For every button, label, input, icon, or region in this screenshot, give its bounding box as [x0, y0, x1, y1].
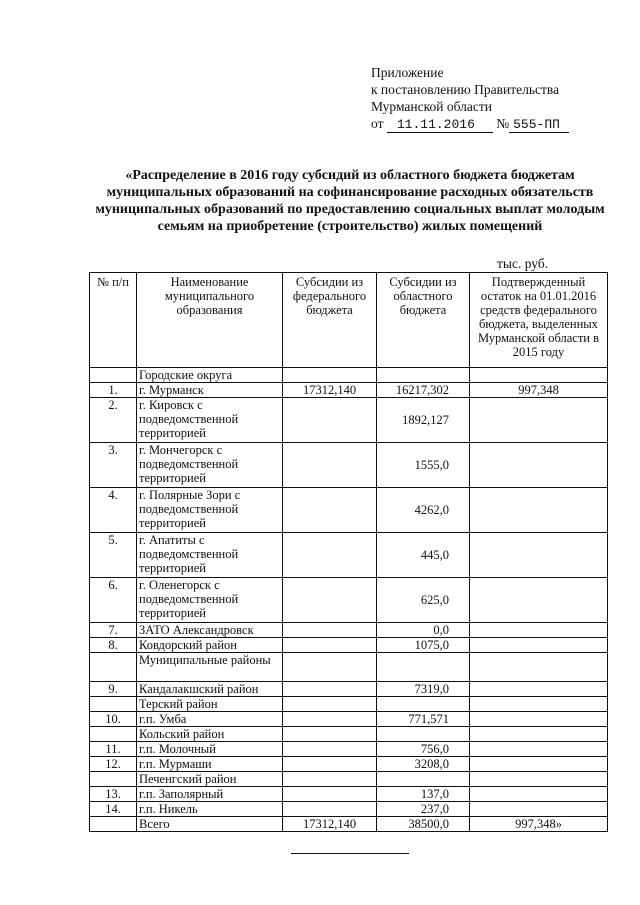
number-label: №	[496, 116, 510, 131]
cell-num: 12.	[90, 757, 137, 772]
table-row	[90, 742, 608, 757]
cell-regional: 237,0	[377, 802, 470, 817]
header-regional: Субсидии из областного бюджета	[377, 273, 470, 368]
cell-name: Городские округа	[137, 368, 283, 383]
cell-name: г. Оленегорск с подведомственной территорией	[137, 578, 283, 623]
cell-num: 3.	[90, 443, 137, 488]
cell-num: 11.	[90, 742, 137, 757]
table-row	[90, 443, 608, 488]
cell-federal	[283, 772, 377, 787]
cell-remainder	[470, 727, 608, 742]
from-label: от	[371, 116, 384, 131]
cell-name: г.п. Мурмаши	[137, 757, 283, 772]
cell-federal	[283, 623, 377, 638]
table-row	[90, 383, 608, 398]
decree-date: 11.11.2016	[387, 118, 493, 133]
appendix-block	[371, 64, 621, 133]
table-row	[90, 578, 608, 623]
table-row	[90, 787, 608, 802]
cell-remainder	[470, 653, 608, 682]
cell-regional	[377, 368, 470, 383]
table-row	[90, 697, 608, 712]
cell-regional: 38500,0	[377, 817, 470, 832]
table-row	[90, 623, 608, 638]
table-row	[90, 817, 608, 832]
cell-remainder	[470, 757, 608, 772]
header-num: № п/п	[90, 273, 137, 368]
subsidy-table	[89, 272, 608, 832]
cell-name: г.п. Умба	[137, 712, 283, 727]
header-federal: Субсидии из федерального бюджета	[283, 273, 377, 368]
cell-num: 4.	[90, 488, 137, 533]
cell-remainder	[470, 712, 608, 727]
cell-remainder	[470, 772, 608, 787]
cell-name: г.п. Никель	[137, 802, 283, 817]
header-name: Наименование муниципального образования	[137, 273, 283, 368]
cell-name: г. Мончегорск с подведомственной территорией	[137, 443, 283, 488]
cell-remainder	[470, 682, 608, 697]
cell-federal	[283, 802, 377, 817]
table-row	[90, 757, 608, 772]
cell-regional: 1555,0	[377, 443, 470, 488]
cell-num: 8.	[90, 638, 137, 653]
cell-remainder: 997,348»	[470, 817, 608, 832]
cell-regional: 7319,0	[377, 682, 470, 697]
table-row	[90, 682, 608, 697]
table-row	[90, 368, 608, 383]
header-remainder: Подтвержденный остаток на 01.01.2016 средств федерального бюджета, выделенных Мурманской области в 2015 году	[470, 273, 608, 368]
cell-regional: 4262,0	[377, 488, 470, 533]
cell-num: 6.	[90, 578, 137, 623]
cell-name: г.п. Молочный	[137, 742, 283, 757]
cell-federal: 17312,140	[283, 817, 377, 832]
cell-name: Ковдорский район	[137, 638, 283, 653]
table-row	[90, 727, 608, 742]
cell-federal: 17312,140	[283, 383, 377, 398]
cell-federal	[283, 533, 377, 578]
cell-remainder	[470, 742, 608, 757]
cell-remainder	[470, 638, 608, 653]
cell-name: г. Полярные Зори с подведомственной территорией	[137, 488, 283, 533]
cell-federal	[283, 653, 377, 682]
cell-name: г. Кировск с подведомственной территорией	[137, 398, 283, 443]
cell-regional: 445,0	[377, 533, 470, 578]
cell-remainder	[470, 697, 608, 712]
cell-regional: 625,0	[377, 578, 470, 623]
cell-remainder: 997,348	[470, 383, 608, 398]
cell-num	[90, 653, 137, 682]
cell-federal	[283, 682, 377, 697]
table-row	[90, 398, 608, 443]
cell-num	[90, 772, 137, 787]
cell-name: Кольский район	[137, 727, 283, 742]
cell-regional: 1075,0	[377, 638, 470, 653]
cell-name: Всего	[137, 817, 283, 832]
cell-name: ЗАТО Александровск	[137, 623, 283, 638]
cell-remainder	[470, 623, 608, 638]
cell-federal	[283, 368, 377, 383]
cell-federal	[283, 727, 377, 742]
table-row	[90, 712, 608, 727]
cell-regional: 0,0	[377, 623, 470, 638]
unit-label: тыс. руб.	[497, 256, 549, 271]
cell-name: Кандалакшский район	[137, 682, 283, 697]
cell-regional: 771,571	[377, 712, 470, 727]
cell-name: г.п. Заполярный	[137, 787, 283, 802]
cell-num	[90, 727, 137, 742]
appendix-line-2: к постановлению Правительства	[371, 82, 560, 97]
cell-federal	[283, 578, 377, 623]
cell-num	[90, 697, 137, 712]
cell-federal	[283, 443, 377, 488]
cell-name: г. Апатиты с подведомственной территорией	[137, 533, 283, 578]
appendix-line-3: Мурманской области	[371, 99, 492, 114]
table-row	[90, 533, 608, 578]
cell-num: 14.	[90, 802, 137, 817]
table-row	[90, 802, 608, 817]
cell-regional: 16217,302	[377, 383, 470, 398]
cell-num: 10.	[90, 712, 137, 727]
cell-name: г. Мурманск	[137, 383, 283, 398]
cell-num: 13.	[90, 787, 137, 802]
table-row	[90, 772, 608, 787]
cell-federal	[283, 742, 377, 757]
cell-federal	[283, 712, 377, 727]
document-title: «Распределение в 2016 году субсидий из областного бюджета бюджетам муниципальных образований на софинансирование расходных обязательств муниципальных образований по предоставлению социальных выплат молодым семьям на приобретение (строительство) жилых помещений	[95, 168, 605, 234]
cell-remainder	[470, 398, 608, 443]
cell-regional: 1892,127	[377, 398, 470, 443]
cell-federal	[283, 787, 377, 802]
table-row	[90, 638, 608, 653]
table-row	[90, 653, 608, 682]
cell-federal	[283, 757, 377, 772]
cell-regional	[377, 697, 470, 712]
cell-regional	[377, 772, 470, 787]
cell-federal	[283, 638, 377, 653]
cell-num: 2.	[90, 398, 137, 443]
appendix-date-line	[371, 115, 621, 133]
decree-number: 555-ПП	[509, 118, 569, 133]
cell-name: Печенгский район	[137, 772, 283, 787]
table-header-row	[90, 273, 608, 368]
table-row	[90, 488, 608, 533]
cell-remainder	[470, 488, 608, 533]
cell-federal	[283, 398, 377, 443]
cell-regional	[377, 727, 470, 742]
cell-federal	[283, 697, 377, 712]
cell-regional: 756,0	[377, 742, 470, 757]
cell-remainder	[470, 368, 608, 383]
cell-remainder	[470, 802, 608, 817]
cell-num	[90, 368, 137, 383]
cell-regional	[377, 653, 470, 682]
cell-federal	[283, 488, 377, 533]
cell-regional: 3208,0	[377, 757, 470, 772]
cell-num	[90, 817, 137, 832]
cell-remainder	[470, 533, 608, 578]
footer-rule	[291, 853, 409, 854]
cell-num: 5.	[90, 533, 137, 578]
cell-regional: 137,0	[377, 787, 470, 802]
cell-remainder	[470, 787, 608, 802]
cell-num: 7.	[90, 623, 137, 638]
cell-num: 9.	[90, 682, 137, 697]
cell-num: 1.	[90, 383, 137, 398]
cell-remainder	[470, 578, 608, 623]
cell-remainder	[470, 443, 608, 488]
appendix-line-1: Приложение	[371, 65, 444, 80]
cell-name: Терский район	[137, 697, 283, 712]
cell-name: Муниципальные районы	[137, 653, 283, 682]
